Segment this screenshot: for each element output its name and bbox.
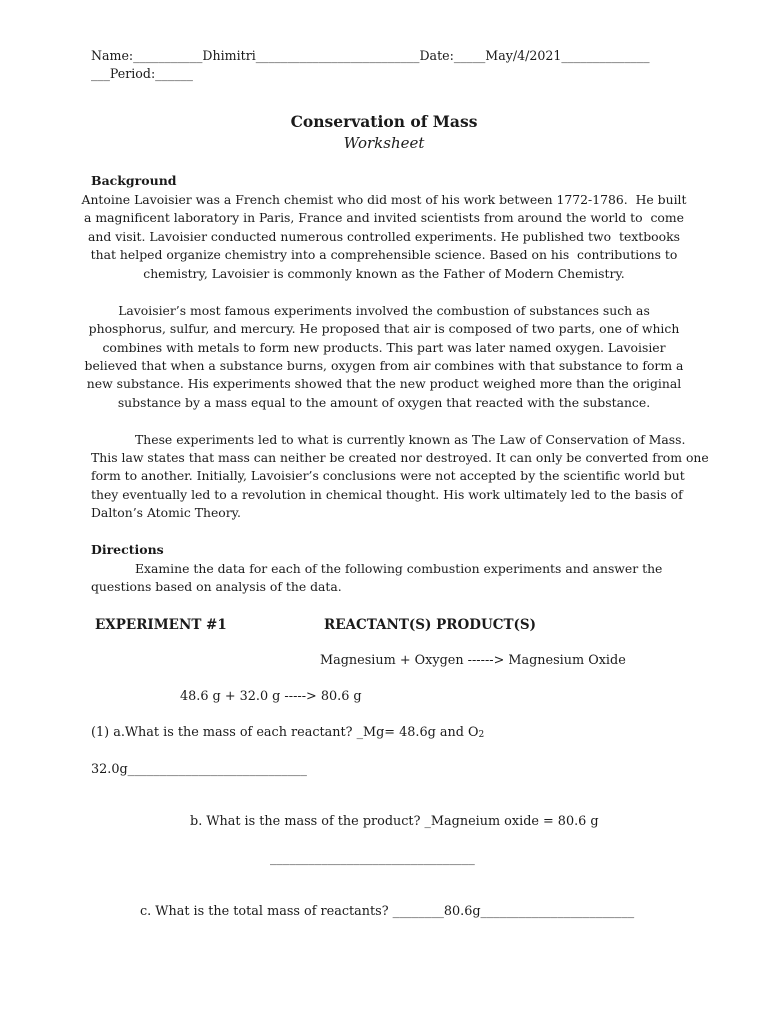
question-1b-answer-blank: ________________________________ [270, 851, 475, 866]
directions-line: questions based on analysis of the data. [91, 579, 342, 594]
question-1c: c. What is the total mass of reactants? ________80.6g________________________ [140, 904, 635, 919]
directions-line: Examine the data for each of the following combustion experiments and answer the [135, 561, 663, 576]
background-para2-line: phosphorus, sulfur, and mercury. He proposed that air is composed of two parts, one of which [88, 321, 680, 336]
question-1a-answer: 32.0g____________________________ [91, 762, 307, 777]
background-heading: Background [91, 173, 177, 188]
period-line: ___Period:______ [91, 66, 193, 81]
background-para2-line: substance by a mass equal to the amount of oxygen that reacted with the substance. [117, 395, 651, 410]
worksheet-title: Conservation of Mass [290, 112, 478, 131]
background-para1-line: chemistry, Lavoisier is commonly known as the Father of Modern Chemistry. [143, 266, 625, 281]
worksheet-subtitle: Worksheet [343, 134, 425, 152]
background-para3-line: This law states that mass can neither be created nor destroyed. It can only be converted from one [91, 450, 709, 465]
question-1a [91, 724, 484, 744]
background-para1-line: that helped organize chemistry into a comprehensible science. Based on his contributions to [90, 247, 678, 262]
background-para3-line: Dalton’s Atomic Theory. [91, 505, 241, 520]
background-para2-line: combines with metals to form new products. This part was later named oxygen. Lavoisier [102, 340, 666, 355]
background-para2-line: Lavoisier’s most famous experiments involved the combustion of substances such as [118, 303, 650, 318]
name-date-line: Name:___________Dhimitri__________________________Date:_____May/4/2021______________ [91, 48, 650, 63]
oxygen-subscript: 2 [478, 730, 485, 740]
background-para3-line: These experiments led to what is currently known as The Law of Conservation of Mass. [135, 432, 686, 447]
experiment-heading: EXPERIMENT #1 [95, 617, 227, 633]
reactant-product-heading: REACTANT(S) PRODUCT(S) [324, 617, 537, 633]
question-1a-text: (1) a.What is the mass of each reactant? _Mg= 48.6g and O [91, 725, 479, 740]
background-para1-line: a magnificent laboratory in Paris, France and invited scientists from around the world to come [84, 210, 684, 225]
word-equation: Magnesium + Oxygen ------> Magnesium Oxide [320, 653, 626, 668]
background-para3-line: they eventually led to a revolution in chemical thought. His work ultimately led to the basis of [91, 487, 683, 502]
background-para2-line: new substance. His experiments showed that the new product weighed more than the original [86, 376, 682, 391]
directions-heading: Directions [91, 542, 164, 557]
question-1b: b. What is the mass of the product? _Magneium oxide = 80.6 g [190, 814, 599, 829]
background-para3-line: form to another. Initially, Lavoisier’s conclusions were not accepted by the scientific world but [91, 468, 685, 483]
background-para1-line: and visit. Lavoisier conducted numerous controlled experiments. He published two textbooks [88, 229, 680, 244]
mass-equation: 48.6 g + 32.0 g -----> 80.6 g [180, 689, 362, 704]
background-para1-line: Antoine Lavoisier was a French chemist who did most of his work between 1772-1786. He built [81, 192, 687, 207]
background-para2-line: believed that when a substance burns, oxygen from air combines with that substance to form a [84, 358, 684, 373]
